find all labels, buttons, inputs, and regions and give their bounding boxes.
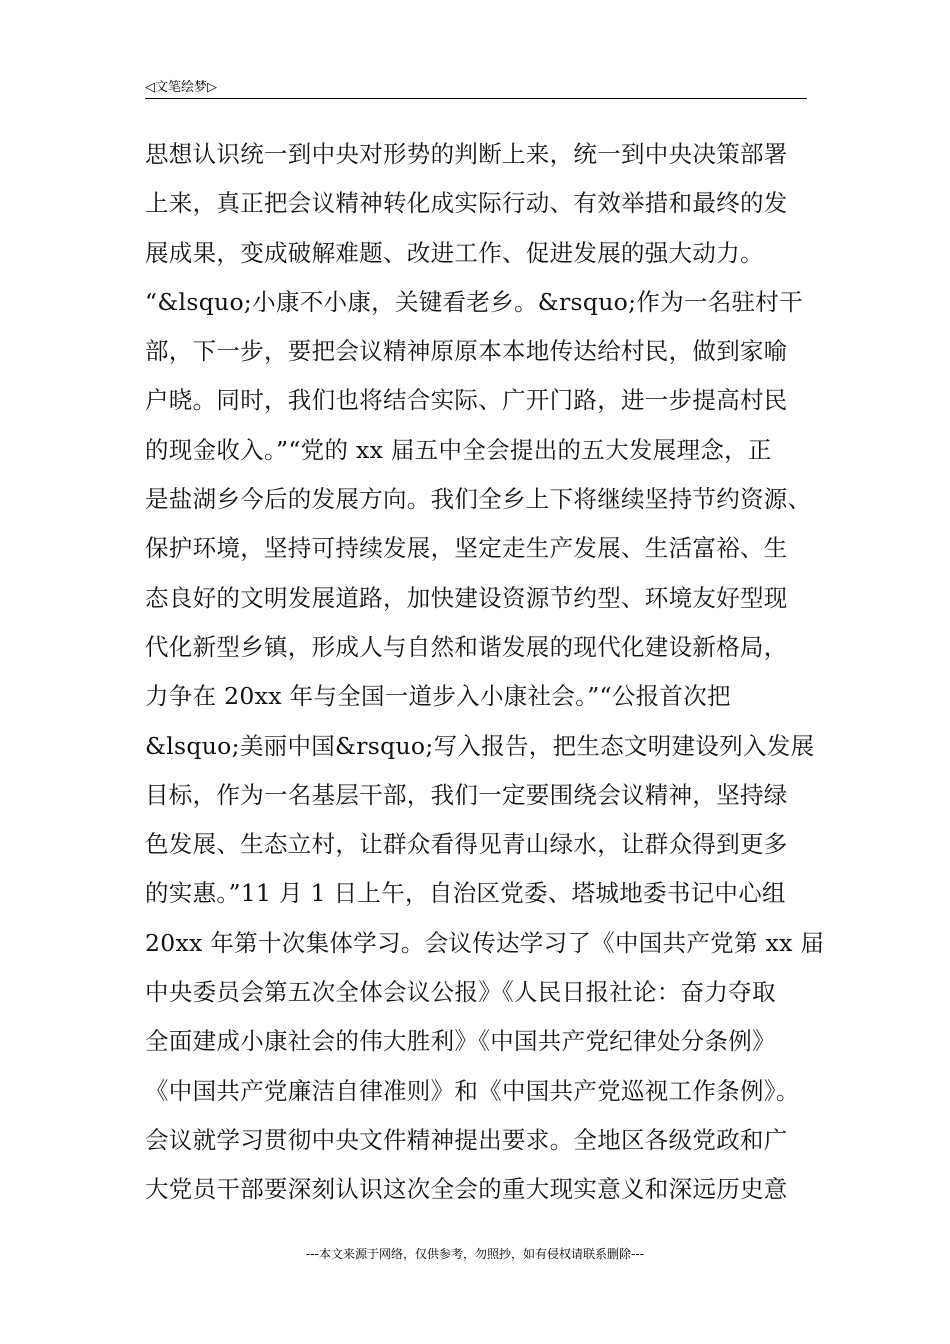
text-line: “&lsquo;小康不小康，关键看老乡。&rsquo;作为一名驻村干 <box>145 287 803 316</box>
text-line: 会议就学习贯彻中央文件精神提出要求。全地区各级党政和广 <box>145 1125 788 1154</box>
text-line: 色发展、生态立村，让群众看得见青山绿水，让群众得到更多 <box>145 830 788 859</box>
text-line: 思想认识统一到中央对形势的判断上来，统一到中央决策部署 <box>145 140 788 168</box>
text-line: 中央委员会第五次全体会议公报》《人民日报社论：奋力夺取 <box>145 978 776 1007</box>
text-line: 部，下一步，要把会议精神原原本本地传达给村民，做到家喻 <box>145 337 788 366</box>
header-title: ◁文笔绘梦▷ <box>145 80 217 95</box>
document-body <box>145 130 825 1215</box>
text-line: 保护环境，坚持可持续发展，坚定走生产发展、生活富裕、生 <box>145 534 788 563</box>
text-line: 展成果，变成破解难题、改进工作、促进发展的强大动力。 <box>145 238 764 267</box>
text-line: 大党员干部要深刻认识这次全会的重大现实意义和深远历史意 <box>145 1175 788 1204</box>
text-line: 全面建成小康社会的伟大胜利》《中国共产党纪律处分条例》 <box>145 1027 776 1056</box>
text-line: 代化新型乡镇，形成人与自然和谐发展的现代化建设新格局， <box>145 632 788 661</box>
text-line: 20xx 年第十次集体学习。会议传达学习了《中国共产党第 xx 届 <box>145 928 825 957</box>
text-line: 态良好的文明发展道路，加快建设资源节约型、环境友好型现 <box>145 583 788 612</box>
text-line: 目标，作为一名基层干部，我们一定要围绕会议精神，坚持绿 <box>145 780 788 809</box>
text-line: 的现金收入。”“党的 xx 届五中全会提出的五大发展理念，正 <box>145 435 772 464</box>
text-line: 的实惠。”11 月 1 日上午，自治区党委、塔城地委书记中心组 <box>145 879 786 908</box>
text-line: 户晓。同时，我们也将结合实际、广开门路，进一步提高村民 <box>145 386 788 415</box>
text-line: 上来，真正把会议精神转化成实际行动、有效举措和最终的发 <box>145 189 788 218</box>
text-line: 是盐湖乡今后的发展方向。我们全乡上下将继续坚持节约资源、 <box>145 485 812 514</box>
text-line: &lsquo;美丽中国&rsquo;写入报告，把生态文明建设列入发展 <box>145 731 815 760</box>
page-header <box>145 72 807 99</box>
text-line: 《中国共产党廉洁自律准则》和《中国共产党巡视工作条例》。 <box>145 1076 800 1105</box>
text-line: 力争在 20xx 年与全国一道步入小康社会。”“公报首次把 <box>145 682 731 711</box>
page-footer: ---本文来源于网络，仅供参考，勿照抄，如有侵权请联系删除--- <box>306 1247 644 1261</box>
